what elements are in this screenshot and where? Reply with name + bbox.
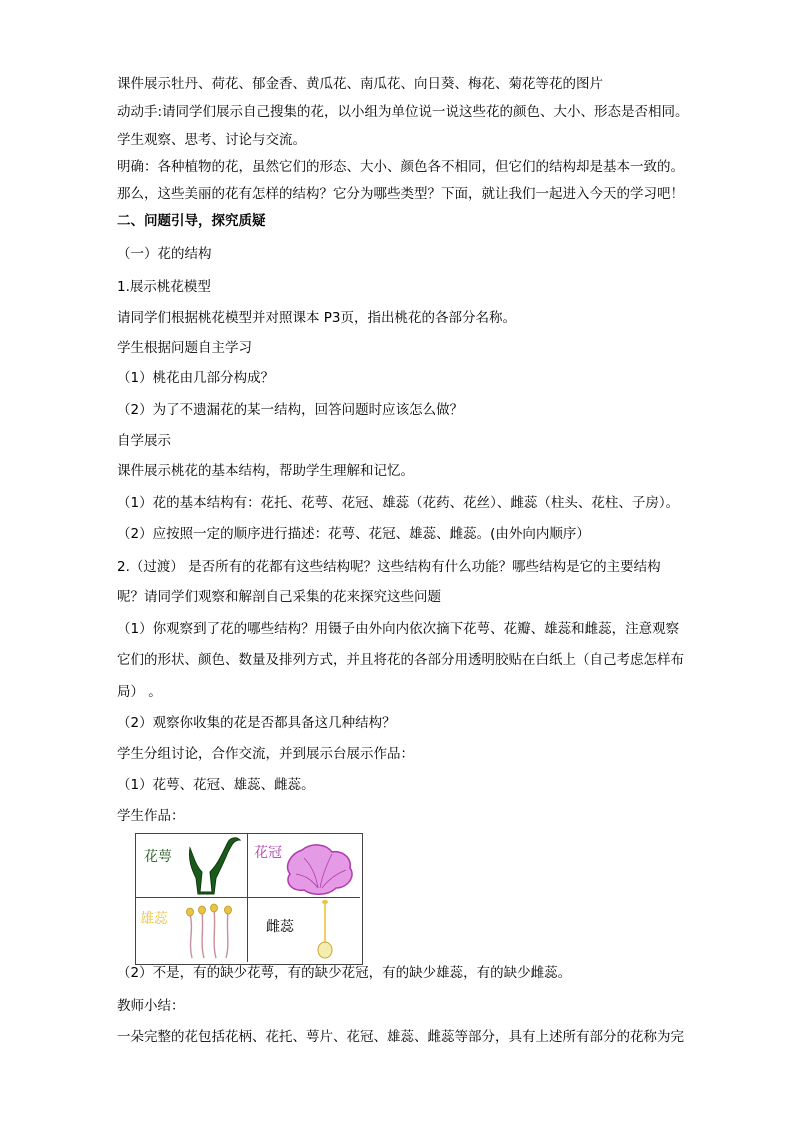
corolla-cell: [248, 834, 360, 898]
text-line: 教师小结：: [117, 998, 185, 1014]
text-line: 1.展示桃花模型: [117, 279, 211, 295]
question-item: （2）观察你收集的花是否都具备这几种结构？: [117, 715, 396, 731]
text-line: 呢？请同学们观察和解剖自己采集的花来探究这些问题: [117, 589, 441, 605]
text-line: 局） 。: [117, 684, 162, 700]
sepal-label: 花萼: [144, 849, 172, 865]
text-line: 它们的形状、颜色、数量及排列方式，并且将花的各部分用透明胶贴在白纸上（自己考虑怎样布: [117, 652, 684, 668]
sepal-cell: [136, 834, 248, 898]
section-heading: 二、问题引导，探究质疑: [117, 213, 266, 229]
text-line: 那么，这些美丽的花有怎样的结构？它分为哪些类型？下面，就让我们一起进入今天的学习吧！: [117, 186, 684, 202]
text-line: 动动手:请同学们展示自己搜集的花，以小组为单位说一说这些花的颜色、大小、形态是否相同。: [117, 104, 689, 120]
stamen-illustration: [178, 900, 248, 962]
text-line: 2.（过渡） 是否所有的花都有这些结构呢？这些结构有什么功能？哪些结构是它的主要结构: [117, 559, 661, 575]
sepal-illustration: [178, 834, 248, 898]
stamen-label: 雄蕊: [140, 911, 168, 927]
text-line: 课件展示桃花的基本结构，帮助学生理解和记忆。: [117, 463, 414, 479]
text-line: 明确：各种植物的花，虽然它们的形态、大小、颜色各不相同，但它们的结构却是基本一致的。: [117, 159, 684, 175]
question-item: （2）为了不遗漏花的某一结构，回答问题时应该怎么做？: [117, 402, 464, 418]
answer-item: （2）应按照一定的顺序进行描述：花萼、花冠、雄蕊、雌蕊。(由外向内顺序）: [117, 526, 590, 542]
text-line: 学生观察、思考、讨论与交流。: [117, 132, 306, 148]
corolla-illustration: [282, 838, 358, 898]
answer-item: （1）花的基本结构有：花托、花萼、花冠、雄蕊（花药、花丝）、雌蕊（柱头、花柱、子房）。: [117, 495, 680, 511]
pistil-illustration: [310, 898, 340, 962]
text-line: 请同学们根据桃花模型并对照课本 P3页，指出桃花的各部分名称。: [117, 310, 517, 326]
text-line: 学生分组讨论，合作交流，并到展示台展示作品：: [117, 746, 414, 762]
text-line: 自学展示: [117, 433, 171, 449]
student-work-figure: [135, 833, 363, 965]
text-line: （1）你观察到了花的哪些结构？用镊子由外向内依次摘下花萼、花瓣、雄蕊和雌蕊，注意观察: [117, 621, 680, 637]
question-item: （1）桃花由几部分构成？: [117, 370, 275, 386]
text-line: 学生根据问题自主学习: [117, 340, 252, 356]
stamen-cell: [136, 898, 248, 962]
answer-item: （1）花萼、花冠、雄蕊、雌蕊。: [117, 777, 315, 793]
pistil-cell: [248, 898, 360, 962]
subsection-heading: （一）花的结构: [117, 246, 212, 262]
corolla-label: 花冠: [254, 845, 282, 861]
text-line: 学生作品：: [117, 808, 185, 824]
text-line: 一朵完整的花包括花柄、花托、萼片、花冠、雄蕊、雌蕊等部分，具有上述所有部分的花称为完: [117, 1029, 684, 1045]
pistil-label: 雌蕊: [266, 919, 294, 935]
text-line: 课件展示牡丹、荷花、郁金香、黄瓜花、南瓜花、向日葵、梅花、菊花等花的图片: [117, 76, 603, 92]
answer-item: （2）不是，有的缺少花萼，有的缺少花冠，有的缺少雄蕊，有的缺少雌蕊。: [117, 965, 572, 981]
